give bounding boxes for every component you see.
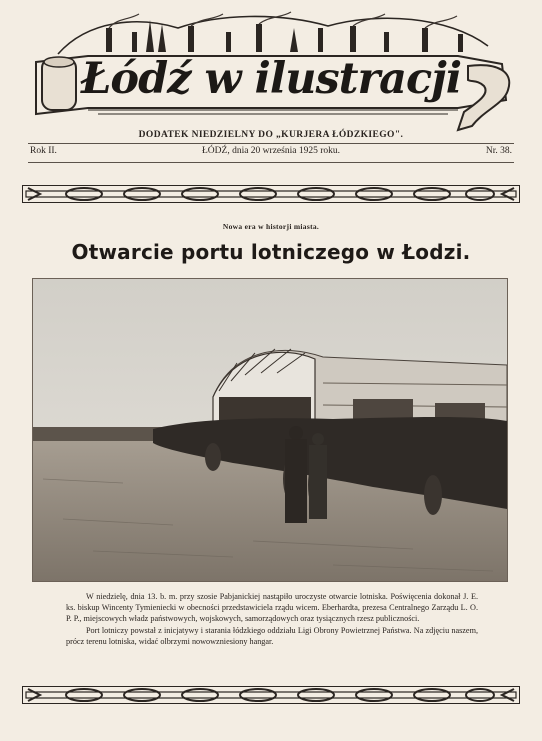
masthead [28, 6, 514, 138]
article-headline: Otwarcie portu lotniczego w Łodzi. [71, 240, 471, 264]
ornament-band-top [22, 185, 520, 203]
airfield-photo-image [33, 279, 507, 581]
issue-date: ŁÓDŹ, dnia 20 września 1925 roku. [202, 146, 340, 156]
photo-caption [66, 591, 478, 647]
masthead-title: Łódź w ilustracji [80, 54, 462, 104]
caption-paragraph-1: W niedzielę, dnia 13. b. m. przy szosie Pabjanickiej nastąpiło uroczyste otwarcie lotniska. Poświęcenia dokonał J. E. ks. biskup Wincenty Tymieniecki w obecności przedstawiciela rządu wicem. Eberhardta, prezesa Centralnego Zarządu L. O. P. P., miejscowych władz państwowych, wojskowych, samorządowych oraz tysiącznych rzesz publiczności. [66, 592, 478, 624]
issue-row [30, 146, 512, 160]
ornament-band-bottom [22, 686, 520, 704]
bottom-rule [28, 162, 514, 163]
top-rule [28, 143, 514, 144]
caption-paragraph-2: Port lotniczy powstał z inicjatywy i starania łódzkiego oddziału Ligi Obrony Powietrznej Państwa. Na zdjęciu naszem, prócz terenu lotniska, widać olbrzymi nowowzniesiony hangar. [66, 625, 478, 646]
supplement-line: DODATEK NIEDZIELNY DO „KURJERA ŁÓDZKIEGO". [138, 130, 404, 140]
article-kicker: Nowa era w historji miasta. [222, 222, 320, 231]
issue-year: Rok II. [30, 146, 57, 156]
issue-number: Nr. 38. [485, 146, 512, 156]
airfield-photo [32, 278, 508, 582]
